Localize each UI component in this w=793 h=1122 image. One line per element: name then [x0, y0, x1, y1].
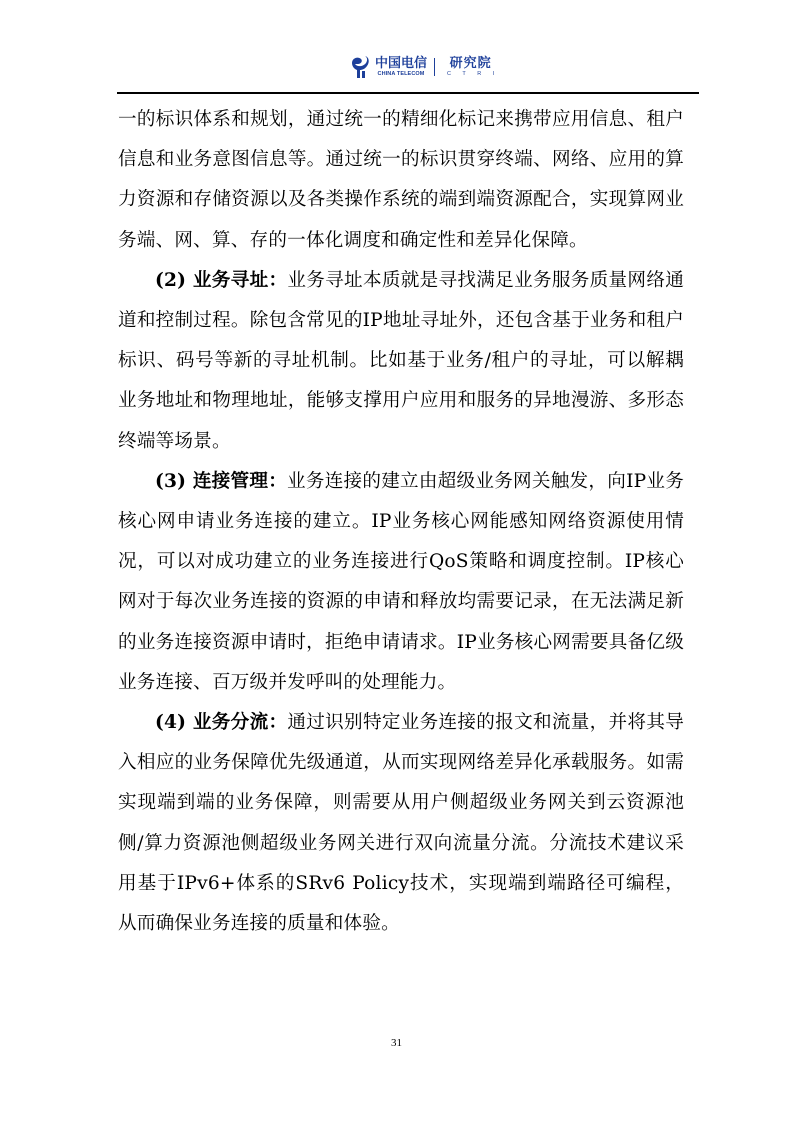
paragraph-text: 业务寻址本质就是寻找满足业务服务质量网络通道和控制过程。除包含常见的IP地址寻址外，还包含基于业务和租户标识、码号等新的寻址机制。比如基于业务/租户的寻址，可以解耦业务地址和物理地址，能够支撑用户应用和服务的异地漫游、多形态终端等场景。 — [118, 269, 685, 452]
logo-divider — [434, 58, 435, 76]
paragraph-heading: (3) 连接管理： — [155, 470, 288, 492]
paragraph-heading: (4) 业务分流： — [155, 712, 288, 734]
page-number: 31 — [391, 1037, 402, 1049]
china-telecom-wordmark — [375, 57, 427, 78]
logo-institute-zh: 研究院 — [449, 55, 492, 71]
ctri-wordmark — [442, 57, 499, 78]
page-header — [0, 52, 793, 88]
paragraph-text: 通过识别特定业务连接的报文和流量，并将其导入相应的业务保障优先级通道，从而实现网络差异化承载服务。如需实现端到端的业务保障，则需要从用户侧超级业务网关到云资源池侧/算力资源池侧超级业务网关进行双向流量分流。分流技术建议采用基于IPv6+体系的SRv6 Policy技术，实现端到端路径可编程，从而确保业务连接的质量和体验。 — [118, 712, 685, 935]
paragraph-connection-management — [118, 462, 684, 703]
logo-name-zh: 中国电信 — [375, 55, 428, 71]
paragraph-text: 一的标识体系和规划，通过统一的精细化标记来携带应用信息、租户信息和业务意图信息等。通过统一的标识贯穿终端、网络、应用的算力资源和存储资源以及各类操作系统的端到端资源配合，实现算网业务端、网、算、存的一体化调度和确定性和差异化保障。 — [118, 109, 684, 251]
logo-institute-en: C T R I — [447, 70, 500, 77]
china-telecom-ctri-logo — [349, 54, 499, 80]
china-telecom-logo-icon — [349, 54, 371, 80]
logo-name-en: CHINA TELECOM — [377, 70, 425, 77]
paragraph-text: 业务连接的建立由超级业务网关触发，向IP业务核心网申请业务连接的建立。IP业务核心网能感知网络资源使用情况，可以对成功建立的业务连接进行QoS策略和调度控制。IP核心网对于每次业务连接的资源的申请和释放均需要记录，在无法满足新的业务连接资源申请时，拒绝申请请求。IP业务核心网需要具备亿级业务连接、百万级并发呼叫的处理能力。 — [118, 470, 684, 693]
paragraph-service-addressing — [118, 261, 684, 462]
paragraph-heading: (2) 业务寻址： — [155, 269, 288, 291]
document-body — [118, 100, 684, 944]
header-rule — [117, 92, 699, 94]
paragraph-identifier-system — [118, 100, 684, 261]
paragraph-traffic-steering — [118, 703, 684, 944]
